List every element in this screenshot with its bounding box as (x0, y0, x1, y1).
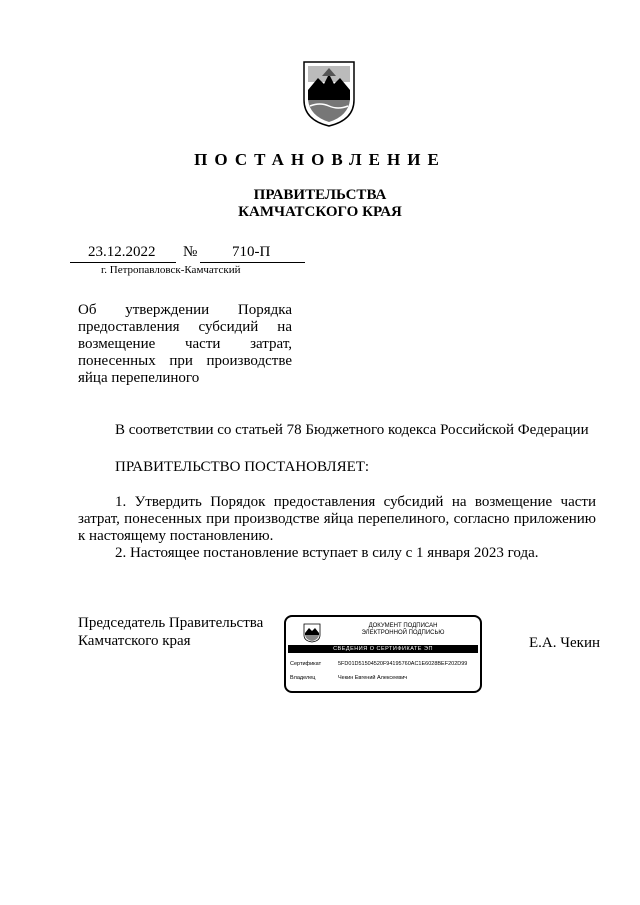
resolution-heading: ПРАВИТЕЛЬСТВО ПОСТАНОВЛЯЕТ: (115, 459, 370, 475)
date-underline (70, 262, 176, 263)
number-label: № (183, 244, 198, 260)
kamchatka-coat-of-arms-icon (298, 60, 360, 128)
number-underline (200, 262, 305, 263)
signatory-position-line-1: Председатель Правительства (78, 615, 264, 631)
document-number: 710-П (232, 244, 271, 260)
certificate-info-bar: СВЕДЕНИЯ О СЕРТИФИКАТЕ ЭП (288, 645, 478, 653)
stamp-heading-line-2: ЭЛЕКТРОННОЙ ПОДПИСЬЮ (361, 630, 445, 636)
resolution-item-1: 1. Утвердить Порядок предоставления субсидий на возмещение части затрат, понесенных при производстве яйца перепелиного, согласно приложению к настоящему постановлению. (78, 494, 596, 544)
document-type-title: ПОСТАНОВЛЕНИЕ (194, 150, 446, 169)
signatory-position-line-2: Камчатского края (78, 633, 191, 649)
kamchatka-coat-of-arms-icon (302, 623, 322, 643)
owner-label: Владелец (290, 675, 316, 681)
stamp-heading (344, 623, 462, 637)
document-subject: Об утверждении Порядка предоставления субсидий на возмещение части затрат, понесенных при производстве яйца перепелиного (78, 302, 292, 386)
certificate-label: Сертификат (290, 661, 322, 667)
stamp-heading-line-1: ДОКУМЕНТ ПОДПИСАН (368, 623, 438, 629)
document-date: 23.12.2022 (88, 244, 156, 260)
legal-basis: В соответствии со статьей 78 Бюджетного кодекса Российской Федерации (115, 422, 589, 438)
owner-value: Чекин Евгений Алексеевич (338, 675, 408, 681)
electronic-signature-stamp (284, 615, 482, 693)
city-line: г. Петропавловск-Камчатский (101, 264, 241, 276)
issuer-line-1: ПРАВИТЕЛЬСТВА (253, 187, 387, 203)
certificate-value: 5FD01D51504520F94195760AC1E6028BEF202D99 (338, 661, 468, 667)
issuer-line-2: КАМЧАТСКОГО КРАЯ (238, 204, 402, 220)
signatory-name: Е.А. Чекин (529, 635, 600, 651)
issuer-name (0, 187, 640, 221)
resolution-item-2: 2. Настоящее постановление вступает в силу с 1 января 2023 года. (115, 545, 539, 561)
signatory-position (78, 614, 263, 650)
